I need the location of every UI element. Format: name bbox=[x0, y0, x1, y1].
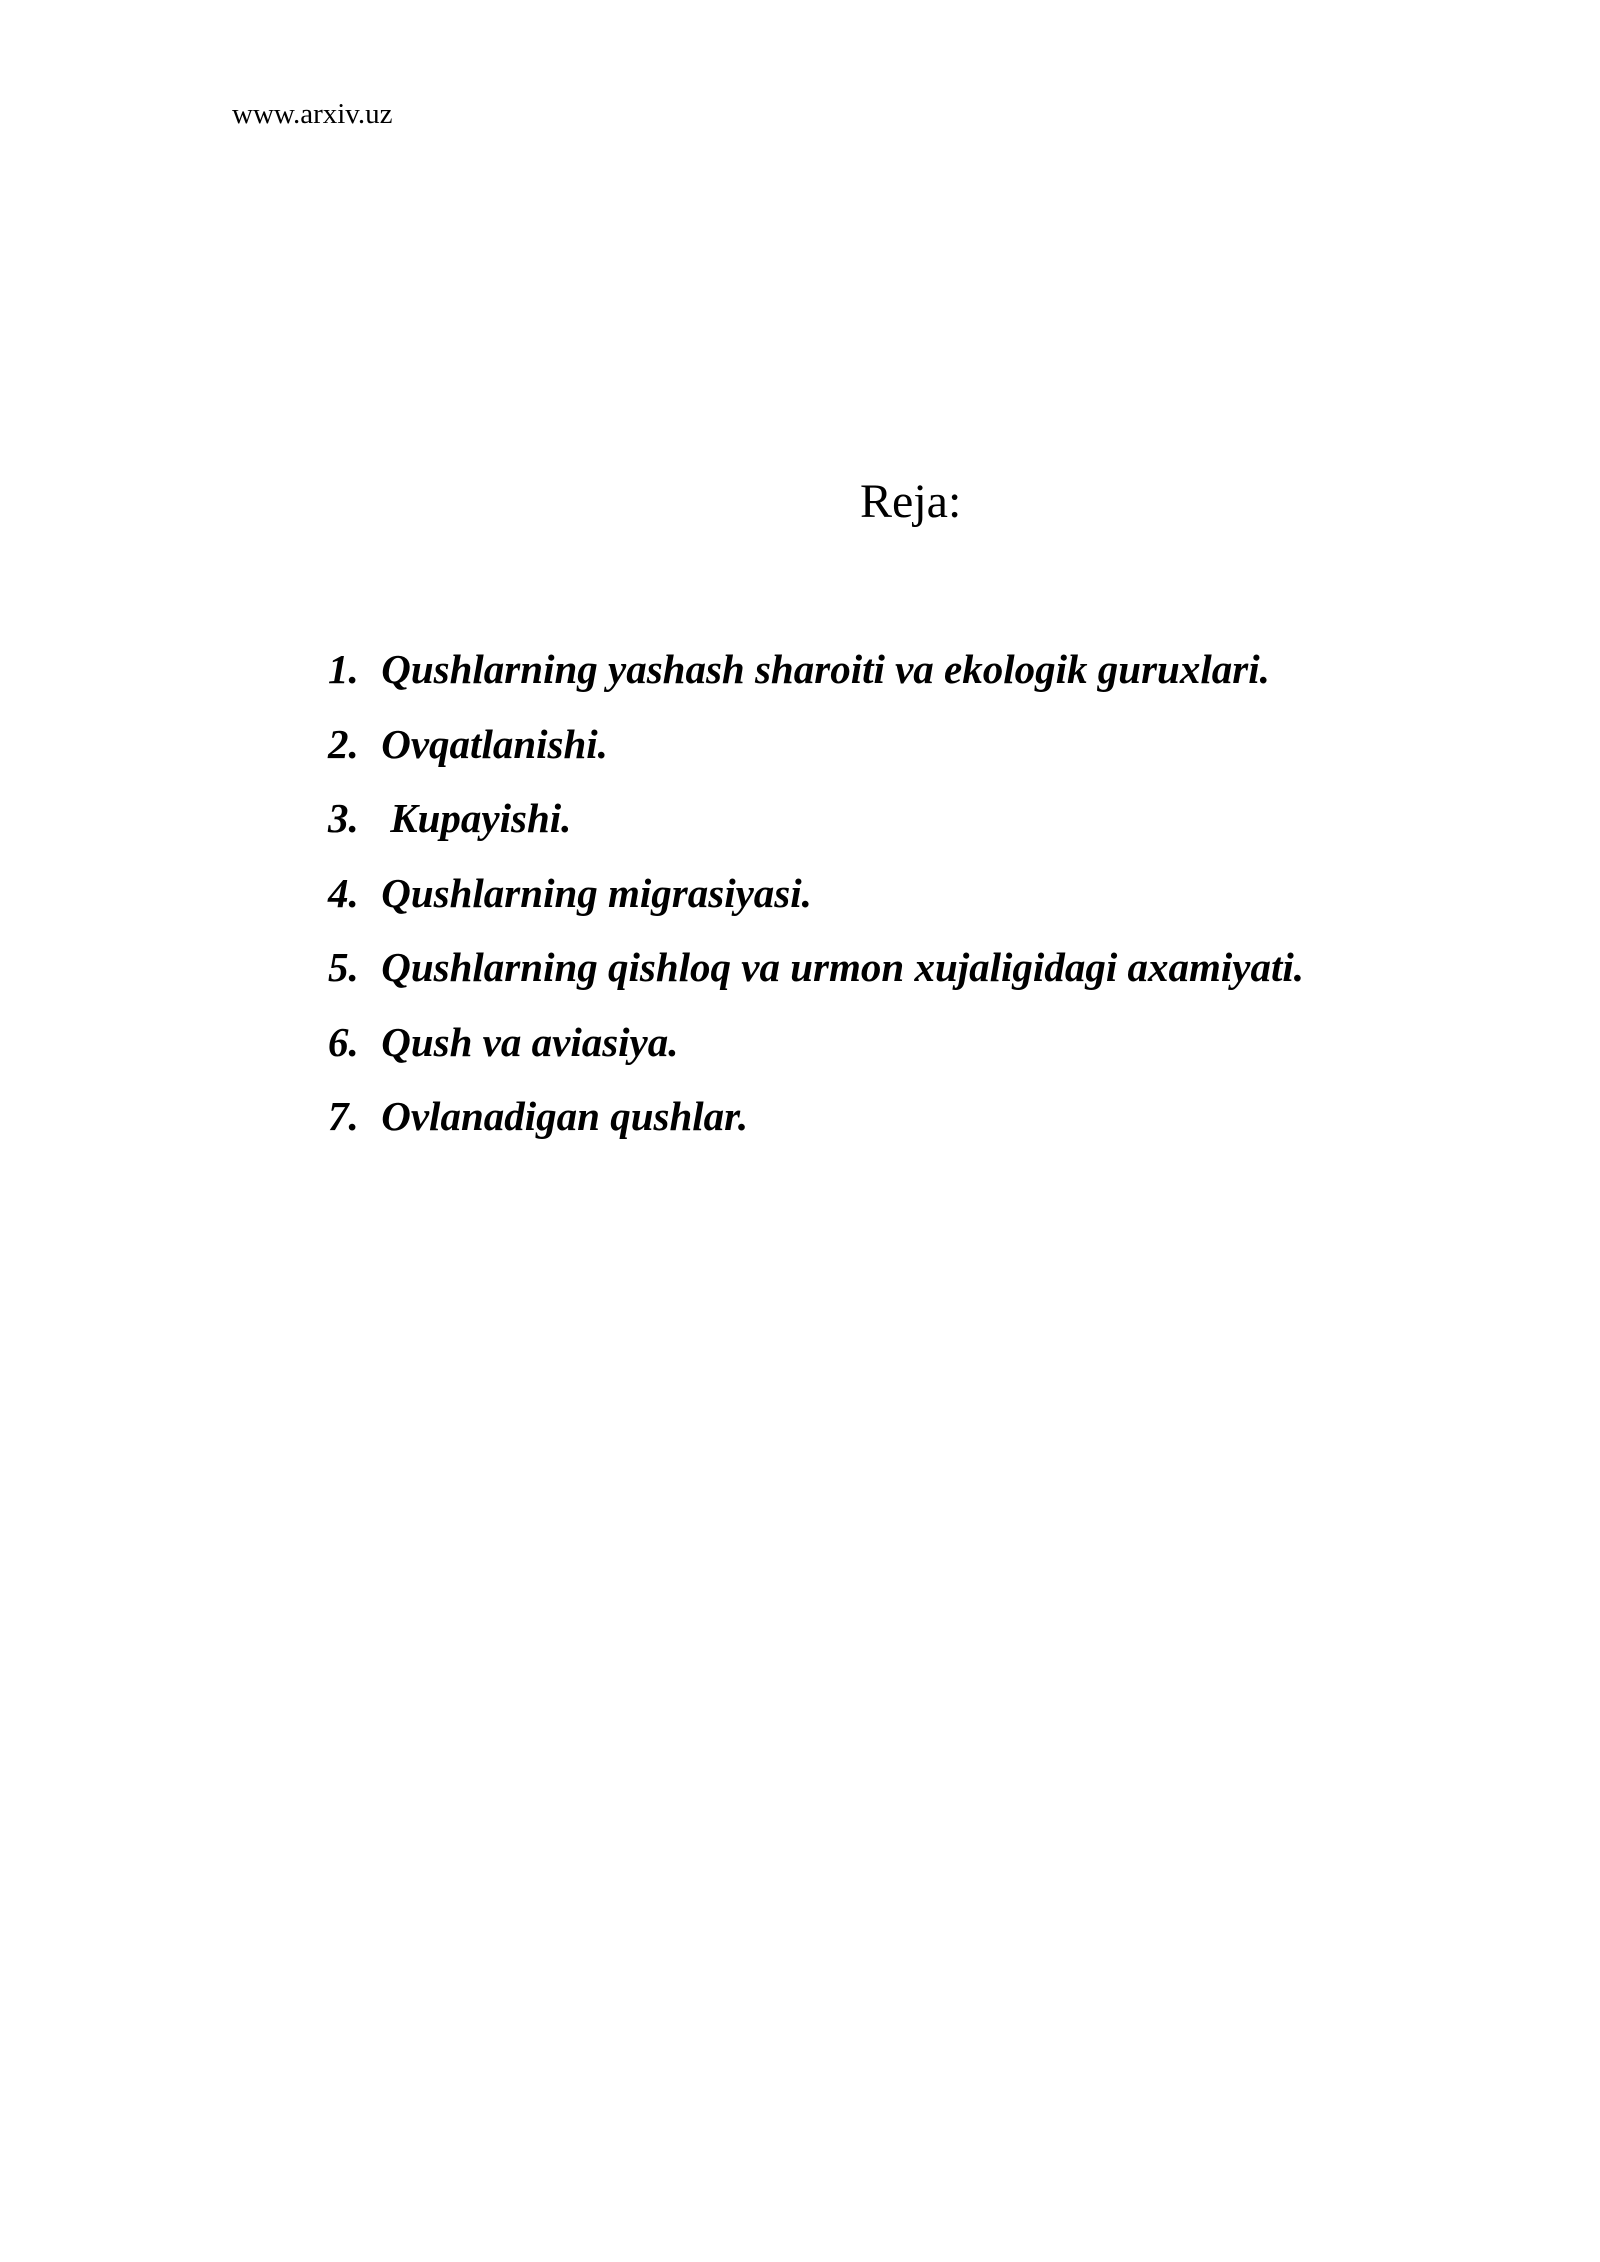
plan-item-text: Ovlanadigan qushlar. bbox=[381, 1093, 749, 1139]
plan-item-text: Qush va aviasiya. bbox=[381, 1018, 679, 1065]
plan-item-number: 2. bbox=[328, 720, 359, 767]
plan-item bbox=[328, 793, 1304, 843]
plan-item-text: Kupayishi. bbox=[390, 795, 572, 841]
plan-item-text: Qushlarning migrasiyasi. bbox=[381, 869, 812, 916]
plan-item-number: 4. bbox=[328, 869, 359, 916]
site-header: www.arxiv.uz bbox=[232, 98, 393, 130]
plan-item bbox=[328, 719, 1304, 769]
plan-item bbox=[328, 644, 1304, 694]
plan-title: Reja: bbox=[860, 475, 962, 528]
plan-item-number: 6. bbox=[328, 1018, 359, 1065]
plan-item-text: Qushlarning qishloq va urmon xujaligidagi axamiyati. bbox=[381, 944, 1304, 990]
plan-item-text: Qushlarning yashash sharoiti va ekologik guruxlari. bbox=[381, 646, 1270, 692]
plan-item bbox=[328, 1091, 1304, 1141]
plan-item bbox=[328, 1017, 1304, 1067]
plan-item bbox=[328, 868, 1304, 918]
plan-list bbox=[328, 644, 1304, 1166]
plan-item-number: 5. bbox=[328, 944, 359, 990]
plan-item-number: 3. bbox=[328, 795, 359, 841]
plan-item-number: 1. bbox=[328, 646, 359, 692]
plan-item bbox=[328, 942, 1304, 992]
plan-item-text: Ovqatlanishi. bbox=[381, 720, 608, 767]
plan-item-number: 7. bbox=[328, 1093, 359, 1139]
